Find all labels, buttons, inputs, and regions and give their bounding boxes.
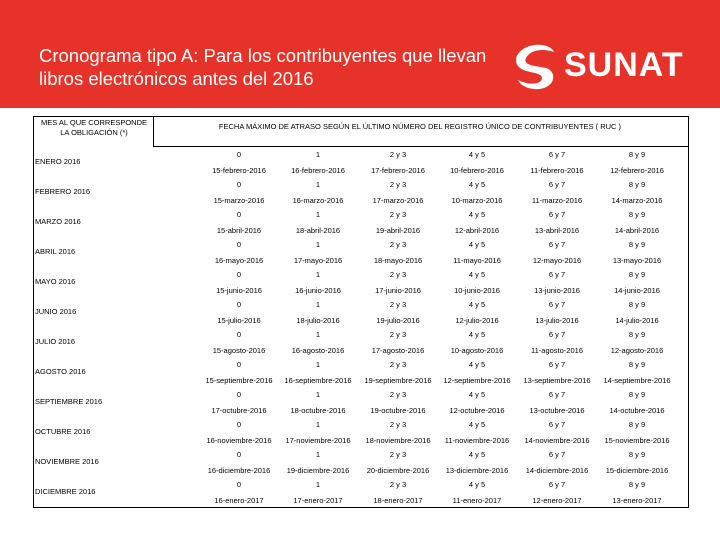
digit-label: 4 y 5 [468, 330, 486, 339]
due-date: 15-julio-2016 [217, 316, 261, 325]
month-label: AGOSTO 2016 [35, 367, 86, 376]
digit-label: 8 y 9 [628, 180, 646, 189]
due-date: 10-febrero-2016 [450, 166, 504, 175]
digit-label: 1 [315, 300, 321, 309]
month-label: JULIO 2016 [35, 337, 76, 346]
due-date: 12-julio-2016 [455, 316, 499, 325]
digit-label: 6 y 7 [548, 390, 566, 399]
digit-label: 8 y 9 [628, 420, 646, 429]
digit-label: 4 y 5 [468, 300, 486, 309]
digit-label: 0 [236, 330, 242, 339]
due-date: 14-abril-2016 [614, 226, 660, 235]
due-date: 12-octubre-2016 [449, 406, 505, 415]
digit-label: 1 [315, 330, 321, 339]
page-title: Cronograma tipo A: Para los contribuyentes que llevan libros electrónicos antes del 2016 [39, 45, 487, 89]
due-date: 11-marzo-2016 [531, 196, 583, 205]
due-date: 16-noviembre-2016 [206, 436, 272, 445]
due-date: 13-julio-2016 [535, 316, 579, 325]
digit-label: 0 [236, 360, 242, 369]
digit-label: 6 y 7 [548, 150, 566, 159]
digit-label: 2 y 3 [389, 210, 407, 219]
digit-label: 6 y 7 [548, 300, 566, 309]
digit-label: 8 y 9 [628, 330, 646, 339]
month-label: JUNIO 2016 [35, 307, 77, 316]
due-date: 13-abril-2016 [534, 226, 580, 235]
due-date: 16-junio-2016 [295, 286, 341, 295]
due-date: 17-enero-2017 [293, 496, 343, 505]
month-label: DICIEMBRE 2016 [35, 487, 96, 496]
month-label: NOVIEMBRE 2016 [35, 457, 99, 466]
due-date: 11-enero-2017 [452, 496, 502, 505]
due-date: 17-octubre-2016 [211, 406, 267, 415]
due-date: 12-agosto-2016 [610, 346, 664, 355]
due-date: 17-junio-2016 [375, 286, 421, 295]
header-divider-v [153, 116, 154, 146]
due-date: 15-abril-2016 [216, 226, 262, 235]
digit-label: 6 y 7 [548, 480, 566, 489]
due-date: 13-diciembre-2016 [445, 466, 509, 475]
due-date: 13-mayo-2016 [612, 256, 662, 265]
digit-label: 0 [236, 240, 242, 249]
digit-label: 8 y 9 [628, 360, 646, 369]
digit-label: 6 y 7 [548, 450, 566, 459]
digit-label: 8 y 9 [628, 270, 646, 279]
digit-label: 6 y 7 [548, 270, 566, 279]
digit-label: 0 [236, 150, 242, 159]
digit-label: 2 y 3 [389, 180, 407, 189]
header-divider-h [153, 146, 689, 147]
month-label: ABRIL 2016 [35, 247, 76, 256]
digit-label: 1 [315, 270, 321, 279]
due-date: 14-octubre-2016 [609, 406, 665, 415]
month-label: FEBRERO 2016 [35, 187, 91, 196]
due-date: 19-diciembre-2016 [286, 466, 350, 475]
digit-label: 2 y 3 [389, 330, 407, 339]
digit-label: 2 y 3 [389, 450, 407, 459]
digit-label: 2 y 3 [389, 480, 407, 489]
digit-label: 4 y 5 [468, 390, 486, 399]
due-date: 17-noviembre-2016 [285, 436, 351, 445]
digit-label: 0 [236, 270, 242, 279]
digit-label: 8 y 9 [628, 450, 646, 459]
month-label: MARZO 2016 [35, 217, 81, 226]
digit-label: 4 y 5 [468, 150, 486, 159]
due-date: 17-agosto-2016 [371, 346, 425, 355]
due-date: 16-marzo-2016 [292, 196, 344, 205]
due-date: 20-diciembre-2016 [366, 466, 430, 475]
due-date: 18-enero-2017 [373, 496, 423, 505]
month-label: OCTUBRE 2016 [35, 427, 91, 436]
due-date: 13-septiembre-2016 [523, 376, 591, 385]
due-date: 10-junio-2016 [454, 286, 500, 295]
column-header-dates: FECHA MÁXIMO DE ATRASO SEGÚN EL ÚLTIMO NÚMERO DEL REGISTRO ÚNICO DE CONTRIBUYENTES ( RUC ) [218, 122, 622, 131]
due-date: 14-junio-2016 [614, 286, 660, 295]
digit-label: 4 y 5 [468, 210, 486, 219]
due-date: 11-mayo-2016 [453, 256, 501, 265]
digit-label: 8 y 9 [628, 210, 646, 219]
due-date: 15-marzo-2016 [213, 196, 265, 205]
digit-label: 4 y 5 [468, 450, 486, 459]
digit-label: 0 [236, 420, 242, 429]
digit-label: 1 [315, 390, 321, 399]
due-date: 15-diciembre-2016 [605, 466, 669, 475]
digit-label: 4 y 5 [468, 180, 486, 189]
digit-label: 4 y 5 [468, 420, 486, 429]
due-date: 18-mayo-2016 [373, 256, 423, 265]
due-date: 16-septiembre-2016 [284, 376, 352, 385]
digit-label: 2 y 3 [389, 420, 407, 429]
due-date: 12-mayo-2016 [532, 256, 582, 265]
due-date: 15-agosto-2016 [212, 346, 266, 355]
digit-label: 6 y 7 [548, 240, 566, 249]
due-date: 11-febrero-2016 [530, 166, 584, 175]
due-date: 15-junio-2016 [216, 286, 262, 295]
digit-label: 2 y 3 [389, 390, 407, 399]
digit-label: 0 [236, 180, 242, 189]
due-date: 14-diciembre-2016 [525, 466, 589, 475]
digit-label: 2 y 3 [389, 300, 407, 309]
digit-label: 6 y 7 [548, 210, 566, 219]
digit-label: 0 [236, 210, 242, 219]
due-date: 15-febrero-2016 [212, 166, 266, 175]
due-date: 18-julio-2016 [296, 316, 340, 325]
due-date: 12-enero-2017 [532, 496, 582, 505]
sunat-logo-icon [512, 40, 560, 92]
due-date: 16-diciembre-2016 [207, 466, 271, 475]
due-date: 19-abril-2016 [375, 226, 421, 235]
digit-label: 2 y 3 [389, 240, 407, 249]
due-date: 15-septiembre-2016 [205, 376, 273, 385]
digit-label: 4 y 5 [468, 270, 486, 279]
digit-label: 6 y 7 [548, 420, 566, 429]
digit-label: 6 y 7 [548, 330, 566, 339]
due-date: 17-febrero-2016 [371, 166, 425, 175]
digit-label: 1 [315, 360, 321, 369]
digit-label: 0 [236, 390, 242, 399]
digit-label: 1 [315, 450, 321, 459]
due-date: 18-noviembre-2016 [365, 436, 431, 445]
due-date: 10-marzo-2016 [451, 196, 503, 205]
logo-text: SUNAT [564, 46, 684, 84]
digit-label: 4 y 5 [468, 360, 486, 369]
month-label: SEPTIEMBRE 2016 [35, 397, 103, 406]
column-header-month: MES AL QUE CORRESPONDE LA OBLIGACIÓN (*) [41, 118, 147, 137]
digit-label: 1 [315, 210, 321, 219]
digit-label: 8 y 9 [628, 300, 646, 309]
digit-label: 4 y 5 [468, 240, 486, 249]
digit-label: 8 y 9 [628, 480, 646, 489]
month-label: ENERO 2016 [35, 157, 81, 166]
digit-label: 0 [236, 480, 242, 489]
digit-label: 2 y 3 [389, 360, 407, 369]
due-date: 14-septiembre-2016 [603, 376, 671, 385]
digit-label: 8 y 9 [628, 150, 646, 159]
due-date: 16-febrero-2016 [291, 166, 345, 175]
digit-label: 1 [315, 420, 321, 429]
digit-label: 8 y 9 [628, 240, 646, 249]
digit-label: 0 [236, 450, 242, 459]
digit-label: 2 y 3 [389, 150, 407, 159]
due-date: 13-octubre-2016 [529, 406, 585, 415]
due-date: 12-febrero-2016 [610, 166, 664, 175]
due-date: 15-noviembre-2016 [604, 436, 670, 445]
due-date: 16-mayo-2016 [214, 256, 264, 265]
due-date: 13-junio-2016 [534, 286, 580, 295]
digit-label: 0 [236, 300, 242, 309]
due-date: 18-abril-2016 [295, 226, 341, 235]
digit-label: 1 [315, 150, 321, 159]
digit-label: 6 y 7 [548, 360, 566, 369]
due-date: 16-agosto-2016 [291, 346, 345, 355]
due-date: 19-septiembre-2016 [364, 376, 432, 385]
due-date: 18-octubre-2016 [290, 406, 346, 415]
due-date: 12-septiembre-2016 [443, 376, 511, 385]
due-date: 14-noviembre-2016 [524, 436, 590, 445]
due-date: 19-octubre-2016 [370, 406, 426, 415]
digit-label: 4 y 5 [468, 480, 486, 489]
month-label: MAYO 2016 [35, 277, 76, 286]
digit-label: 1 [315, 180, 321, 189]
due-date: 14-marzo-2016 [611, 196, 663, 205]
digit-label: 6 y 7 [548, 180, 566, 189]
due-date: 17-marzo-2016 [372, 196, 424, 205]
digit-label: 1 [315, 240, 321, 249]
sunat-logo [512, 40, 692, 92]
due-date: 11-agosto-2016 [531, 346, 583, 355]
digit-label: 2 y 3 [389, 270, 407, 279]
due-date: 14-julio-2016 [615, 316, 659, 325]
digit-label: 8 y 9 [628, 390, 646, 399]
due-date: 16-enero-2017 [214, 496, 264, 505]
due-date: 17-mayo-2016 [293, 256, 343, 265]
due-date: 12-abril-2016 [454, 226, 500, 235]
due-date: 13-enero-2017 [612, 496, 662, 505]
digit-label: 1 [315, 480, 321, 489]
due-date: 10-agosto-2016 [450, 346, 504, 355]
due-date: 19-julio-2016 [376, 316, 420, 325]
due-date: 11-noviembre-2016 [444, 436, 510, 445]
